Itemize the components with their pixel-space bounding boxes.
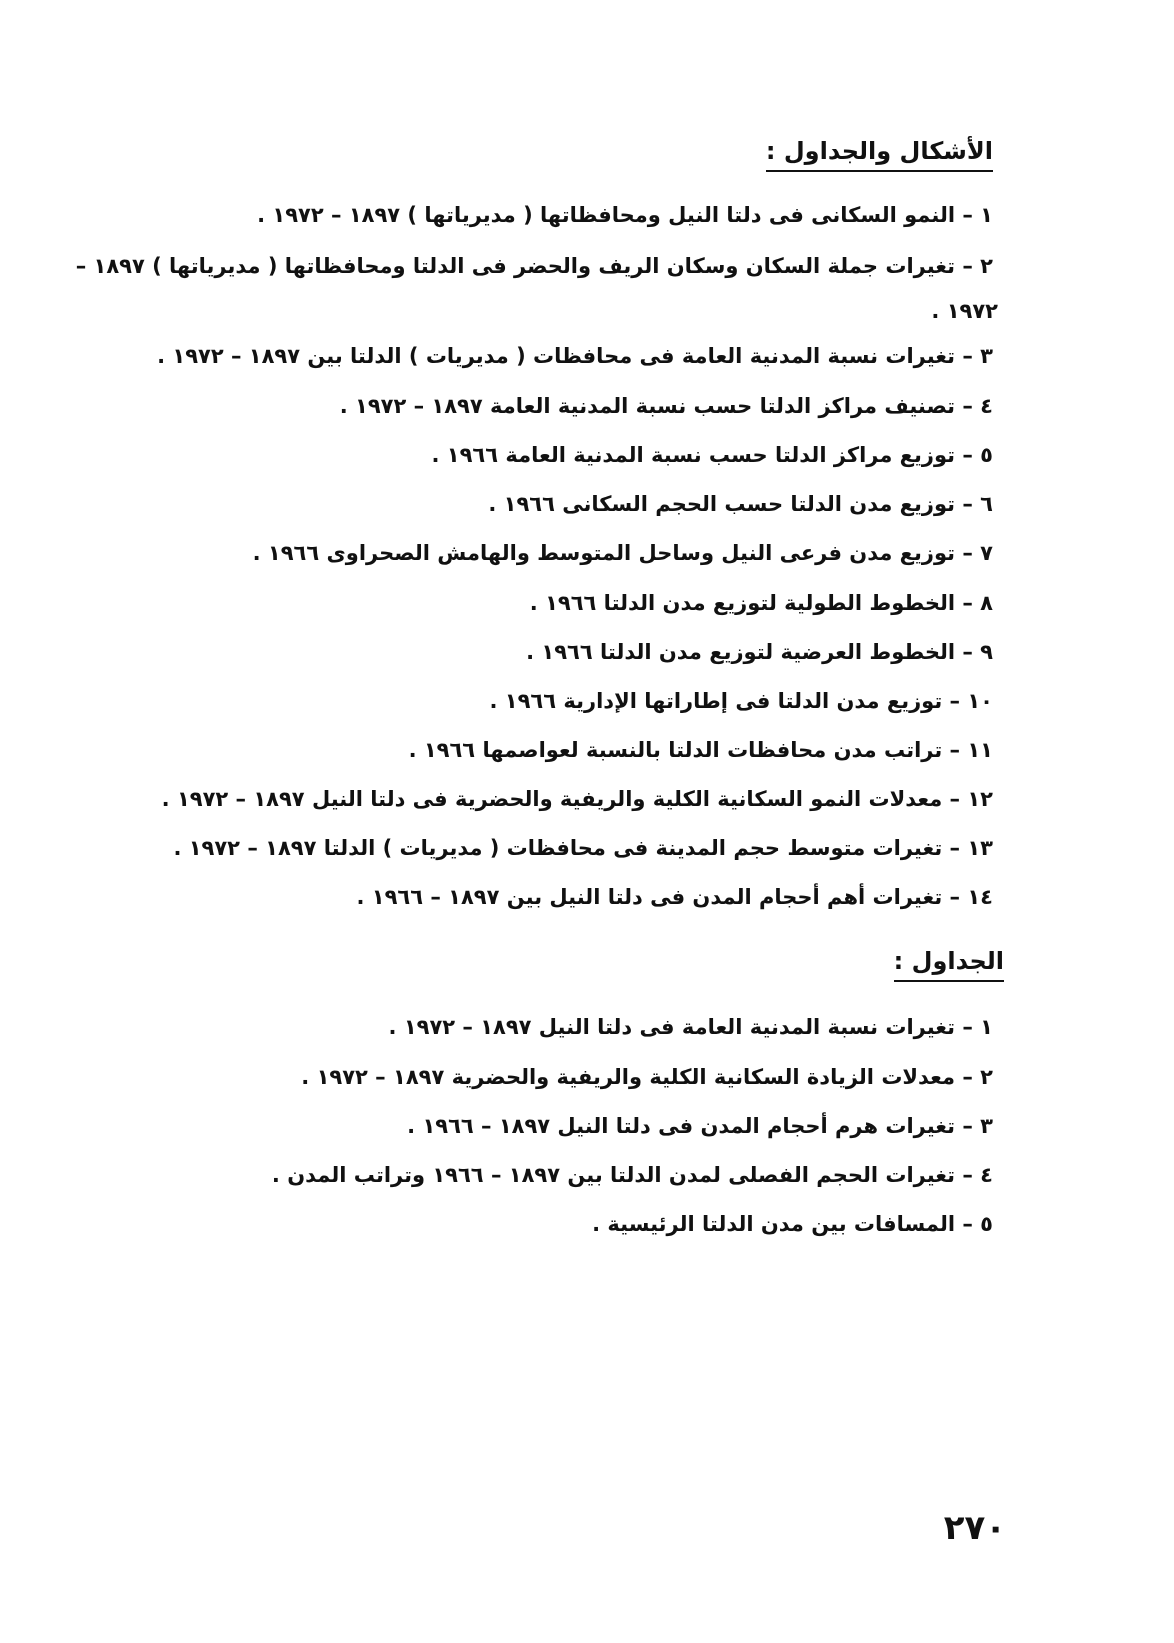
figure-item-6: ٦ – توزيع مدن الدلتا حسب الحجم السكانى ١٩٦٦ . xyxy=(488,492,993,516)
tables-heading xyxy=(894,946,1004,982)
figure-item-2-continuation: ١٩٧٢ . xyxy=(931,299,998,323)
figure-item-1: ١ – النمو السكانى فى دلتا النيل ومحافظاتها ( مديرياتها ) ١٨٩٧ – ١٩٧٢ . xyxy=(257,203,993,227)
figure-item-11: ١١ – تراتب مدن محافظات الدلتا بالنسبة لعواصمها ١٩٦٦ . xyxy=(408,738,993,762)
table-item-4: ٤ – تغيرات الحجم الفصلى لمدن الدلتا بين ١٨٩٧ – ١٩٦٦ وتراتب المدن . xyxy=(271,1163,993,1187)
figure-item-14: ١٤ – تغيرات أهم أحجام المدن فى دلتا النيل بين ١٨٩٧ – ١٩٦٦ . xyxy=(356,885,993,909)
table-item-5: ٥ – المسافات بين مدن الدلتا الرئيسية . xyxy=(592,1212,993,1236)
figures-heading-text: الأشكال والجداول : xyxy=(765,137,993,165)
tables-heading-text: الجداول : xyxy=(893,947,1004,975)
figure-item-9: ٩ – الخطوط العرضية لتوزيع مدن الدلتا ١٩٦٦ . xyxy=(526,640,993,664)
figure-item-7: ٧ – توزيع مدن فرعى النيل وساحل المتوسط والهامش الصحراوى ١٩٦٦ . xyxy=(252,541,993,565)
figure-item-5: ٥ – توزيع مراكز الدلتا حسب نسبة المدنية العامة ١٩٦٦ . xyxy=(431,443,993,467)
figure-item-13: ١٣ – تغيرات متوسط حجم المدينة فى محافظات ( مديريات ) الدلتا ١٨٩٧ – ١٩٧٢ . xyxy=(173,836,993,860)
page-number: ٢٧٠ xyxy=(943,1508,1006,1548)
table-item-2: ٢ – معدلات الزيادة السكانية الكلية والريفية والحضرية ١٨٩٧ – ١٩٧٢ . xyxy=(301,1065,993,1089)
figures-heading-underline xyxy=(766,170,993,172)
table-item-1: ١ – تغيرات نسبة المدنية العامة فى دلتا النيل ١٨٩٧ – ١٩٧٢ . xyxy=(388,1015,993,1039)
table-item-3: ٣ – تغيرات هرم أحجام المدن فى دلتا النيل ١٨٩٧ – ١٩٦٦ . xyxy=(407,1114,993,1138)
figure-item-8: ٨ – الخطوط الطولية لتوزيع مدن الدلتا ١٩٦٦ . xyxy=(529,591,993,615)
figures-heading xyxy=(766,136,993,172)
figure-item-4: ٤ – تصنيف مراكز الدلتا حسب نسبة المدنية العامة ١٨٩٧ – ١٩٧٢ . xyxy=(339,394,993,418)
figure-item-12: ١٢ – معدلات النمو السكانية الكلية والريفية والحضرية فى دلتا النيل ١٨٩٧ – ١٩٧٢ . xyxy=(161,787,993,811)
figure-item-2: ٢ – تغيرات جملة السكان وسكان الريف والحضر فى الدلتا ومحافظاتها ( مديرياتها ) ١٨٩٧ – xyxy=(75,254,993,278)
figure-item-3: ٣ – تغيرات نسبة المدنية العامة فى محافظات ( مديريات ) الدلتا بين ١٨٩٧ – ١٩٧٢ . xyxy=(157,344,993,368)
figure-item-10: ١٠ – توزيع مدن الدلتا فى إطاراتها الإدارية ١٩٦٦ . xyxy=(489,689,993,713)
tables-heading-underline xyxy=(894,980,1004,982)
